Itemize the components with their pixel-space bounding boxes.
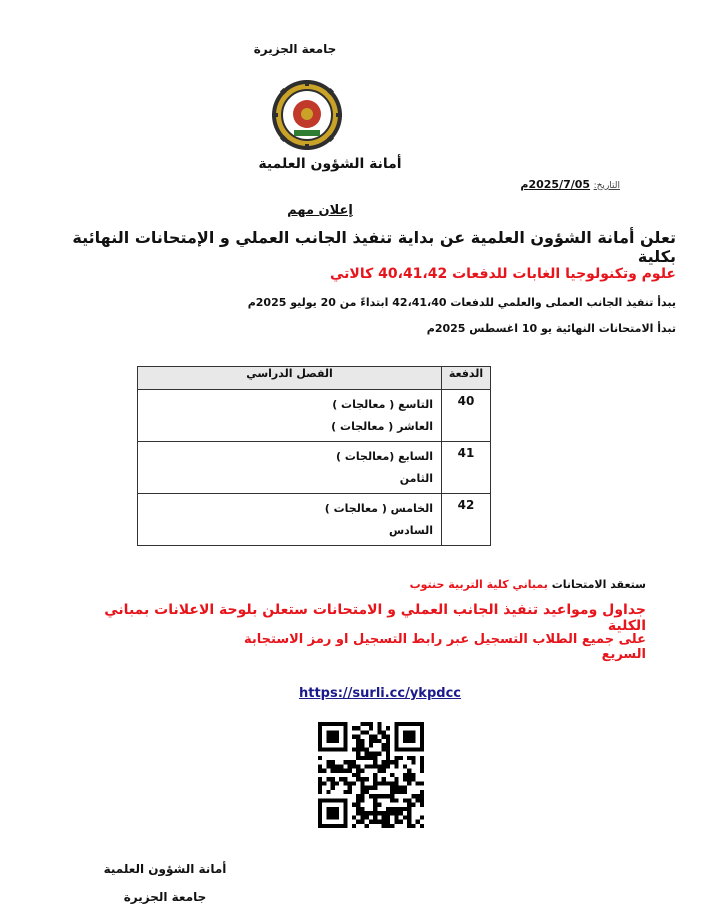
semester-item: التاسع ( معالجات ) xyxy=(332,398,433,411)
notice-line-2: علوم وتكنولوجيا الغابات للدفعات 40،41،42 كالاتي xyxy=(330,266,676,282)
header-semester: الفصل الدراسي xyxy=(138,367,442,390)
announcement-title: إعلان مهم xyxy=(287,203,353,218)
signature-department: أمانة الشؤون العلمية xyxy=(103,862,227,876)
registration-link[interactable]: https://surli.cc/ykpdcc xyxy=(299,686,461,701)
date-value: 2025/7/05م xyxy=(520,178,591,191)
department-title: أمانة الشؤون العلمية xyxy=(258,156,402,172)
date-row xyxy=(500,178,620,191)
semester-cell xyxy=(138,494,442,546)
notice-line-3: يبدأ تنفيذ الجانب العملى والعلمي للدفعات 42،41،40 ابتداءً من 20 يوليو 2025م xyxy=(247,296,676,309)
semester-cell xyxy=(138,442,442,494)
semester-item: السادس xyxy=(388,524,433,537)
table-row xyxy=(138,390,491,442)
semester-item: العاشر ( معالجات ) xyxy=(331,420,433,433)
signature-university: جامعة الجزيرة xyxy=(123,890,207,904)
table-row xyxy=(138,442,491,494)
venue-place: بمباني كلية التربية حنتوب xyxy=(409,578,548,591)
semester-item: السابع (معالجات ) xyxy=(336,450,433,463)
university-logo xyxy=(270,78,344,152)
batch-cell: 42 xyxy=(442,494,491,546)
semester-cell xyxy=(138,390,442,442)
date-label: التاريخ: xyxy=(593,181,620,191)
university-name-top: جامعة الجزيرة xyxy=(253,42,337,56)
qr-code-icon[interactable] xyxy=(318,722,424,828)
semester-item: الثامن xyxy=(399,472,433,485)
header-batch: الدفعة xyxy=(442,367,491,390)
table-header-row xyxy=(138,367,491,390)
schedule-notice-line: جداول ومواعيد تنفيذ الجانب العملي و الامتحانات ستعلن بلوحة الاعلانات بمباني الكلية xyxy=(104,602,646,634)
semester-item: الخامس ( معالجات ) xyxy=(324,502,433,515)
schedule-table xyxy=(137,366,491,546)
venue-line xyxy=(336,578,646,591)
notice-line-4: تبدأ الامتحانات النهائية يو 10 اغسطس 2025م xyxy=(426,322,676,335)
table-row xyxy=(138,494,491,546)
venue-prefix: ستعقد الامتحانات xyxy=(547,578,646,591)
notice-line-1: تعلن أمانة الشؤون العلمية عن بداية تنفيذ الجانب العملي و الإمتحانات النهائية بكلية xyxy=(72,228,676,266)
registration-notice-line: على جميع الطلاب التسجيل عبر رابط التسجيل او رمز الاستجابة السريع xyxy=(244,632,646,662)
batch-cell: 41 xyxy=(442,442,491,494)
batch-cell: 40 xyxy=(442,390,491,442)
